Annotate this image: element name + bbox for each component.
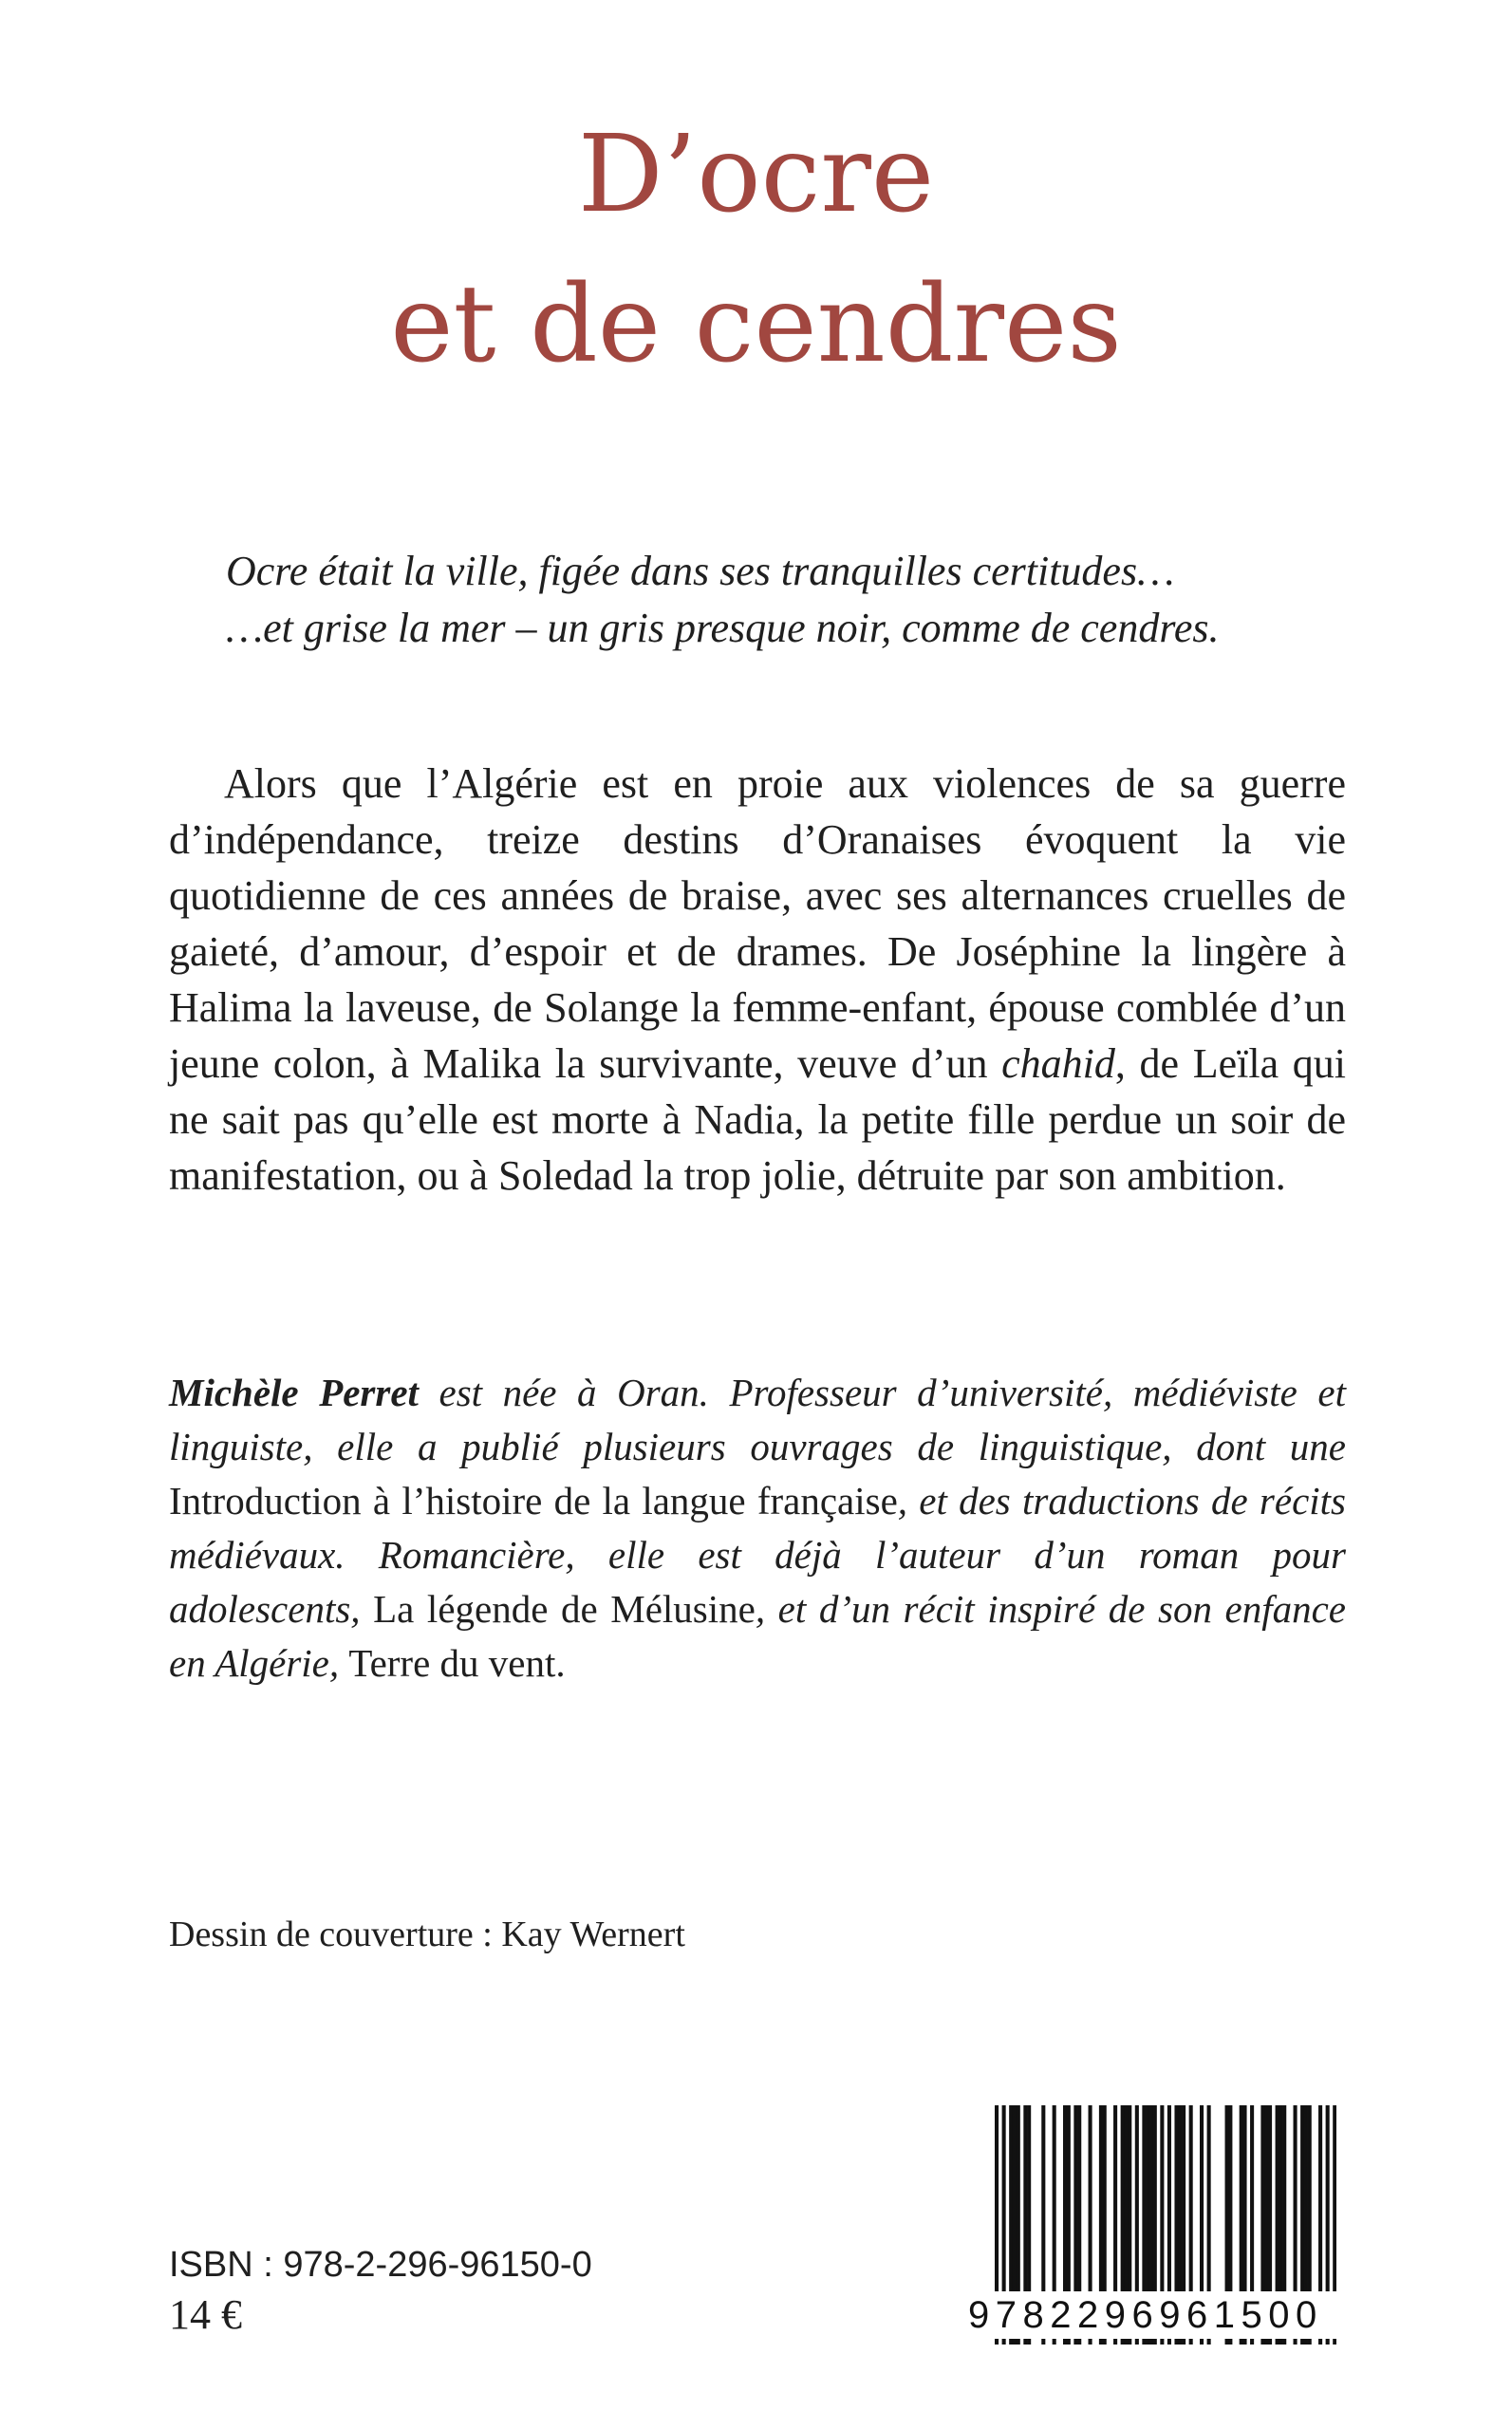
epigraph-line-2: …et grise la mer – un gris presque noir, comme de cendres. [226, 605, 1220, 651]
title-line-1: D’ocre [577, 113, 935, 236]
author-name: Michèle Perret [169, 1371, 419, 1414]
book-title-2: La légende de Mélusine [373, 1587, 756, 1631]
blurb-italic-word: chahid [1001, 1040, 1115, 1087]
bio-text-4: . [555, 1641, 566, 1685]
book-title-3: Terre du vent [348, 1641, 556, 1685]
bio-text-2: , et des traductions de récits médiévaux. Romancière, elle est déjà l’auteur d’un roman pour adolescents, [169, 1479, 1347, 1631]
bio-text-1: est née à Oran. Professeur d’université, médiéviste et linguiste, elle a publié plusieurs ouvrages de linguistique, dont une [169, 1371, 1346, 1468]
bio-text-3: , et d’un récit inspiré de son enfance en Algérie, [169, 1587, 1346, 1685]
epigraph-line-1: Ocre était la ville, figée dans ses tranquilles certitudes… [226, 548, 1175, 594]
blurb-paragraph [169, 756, 1346, 1204]
title-line-2: et de cendres [390, 263, 1122, 386]
blurb-text-2: , de Leïla qui ne sait pas qu’elle est morte à Nadia, la petite fille perdue un soir de manifestation, ou à Soledad la trop jolie, détruite par son ambition. [169, 1040, 1346, 1199]
blurb-text-1: Alors que l’Algérie est en proie aux violences de sa guerre d’indépendance, treize destins d’Oranaises évoquent la vie quotidienne de ces années de braise, avec ses alternances cruelles de gaieté, d’amour, d’espoir et de drames. De Joséphine la lingère à Halima la laveuse, de Solange la femme-enfant, épouse comblée d’un jeune colon, à Malika la survivante, veuve d’un [169, 760, 1346, 1087]
cover-credit: Dessin de couverture : Kay Wernert [169, 1915, 685, 1954]
author-bio [169, 1366, 1346, 1691]
price: 14 € [169, 2291, 242, 2338]
barcode-digits: 9782296961500 [964, 2291, 1348, 2339]
book-title-1: Introduction à l’histoire de la langue française [169, 1479, 898, 1523]
isbn: ISBN : 978-2-296-96150-0 [169, 2245, 592, 2285]
